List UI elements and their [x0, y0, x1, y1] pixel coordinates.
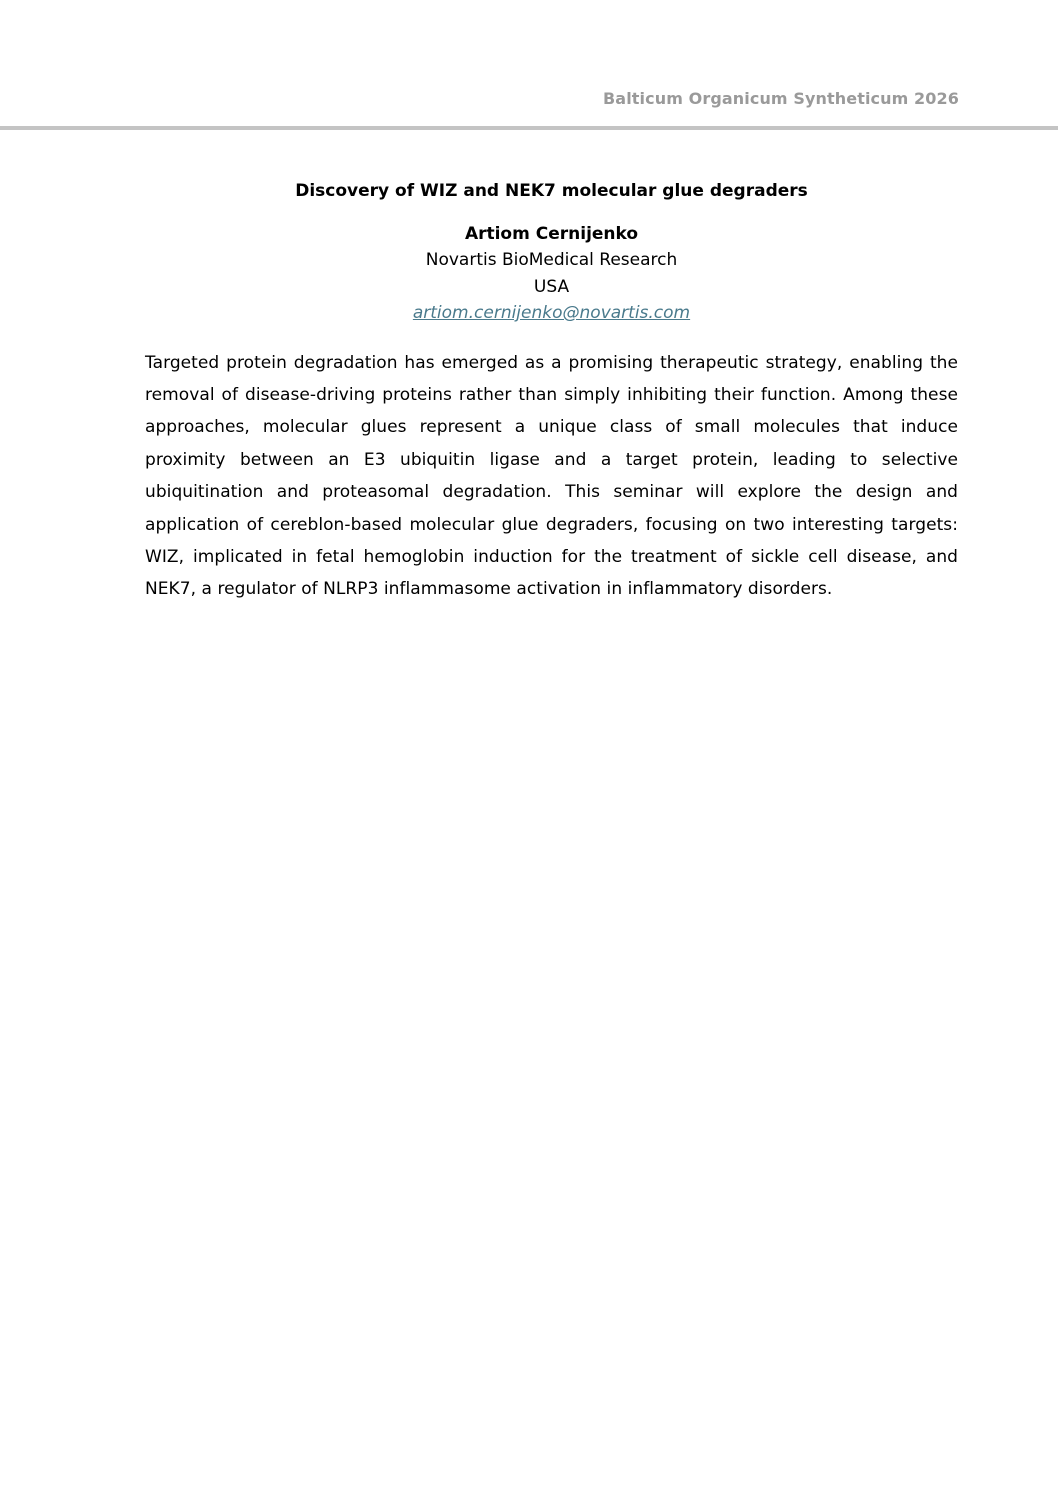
abstract-body: Targeted protein degradation has emerged as a promising therapeutic strategy, enabling the removal of disease-driving proteins rather than simply inhibiting their function. Among these approaches, molecular glues represent a unique class of small molecules that induce proximity between an E3 ubiquitin ligase and a target protein, leading to selective ubiquitination and proteasomal degradation. This seminar will explore the design and application of cereblon-based molecular glue degraders, focusing on two interesting targets: WIZ, implicated in fetal hemoglobin induction for the treatment of sickle cell disease, and NEK7, a regulator of NLRP3 inflammasome activation in inflammatory disorders.: [145, 352, 958, 600]
author-email-link[interactable]: artiom.cernijenko@novartis.com: [412, 303, 691, 323]
author-affiliation: Novartis BioMedical Research: [425, 250, 678, 270]
author-email-line: [145, 300, 958, 327]
author-name: Artiom Cernijenko: [464, 224, 639, 244]
conference-header: Balticum Organicum Syntheticum 2026: [603, 89, 959, 108]
author-country: USA: [533, 276, 570, 297]
abstract-page-content: [145, 178, 958, 623]
header-divider: [0, 126, 1058, 130]
paper-title: Discovery of WIZ and NEK7 molecular glue degraders: [295, 181, 808, 201]
